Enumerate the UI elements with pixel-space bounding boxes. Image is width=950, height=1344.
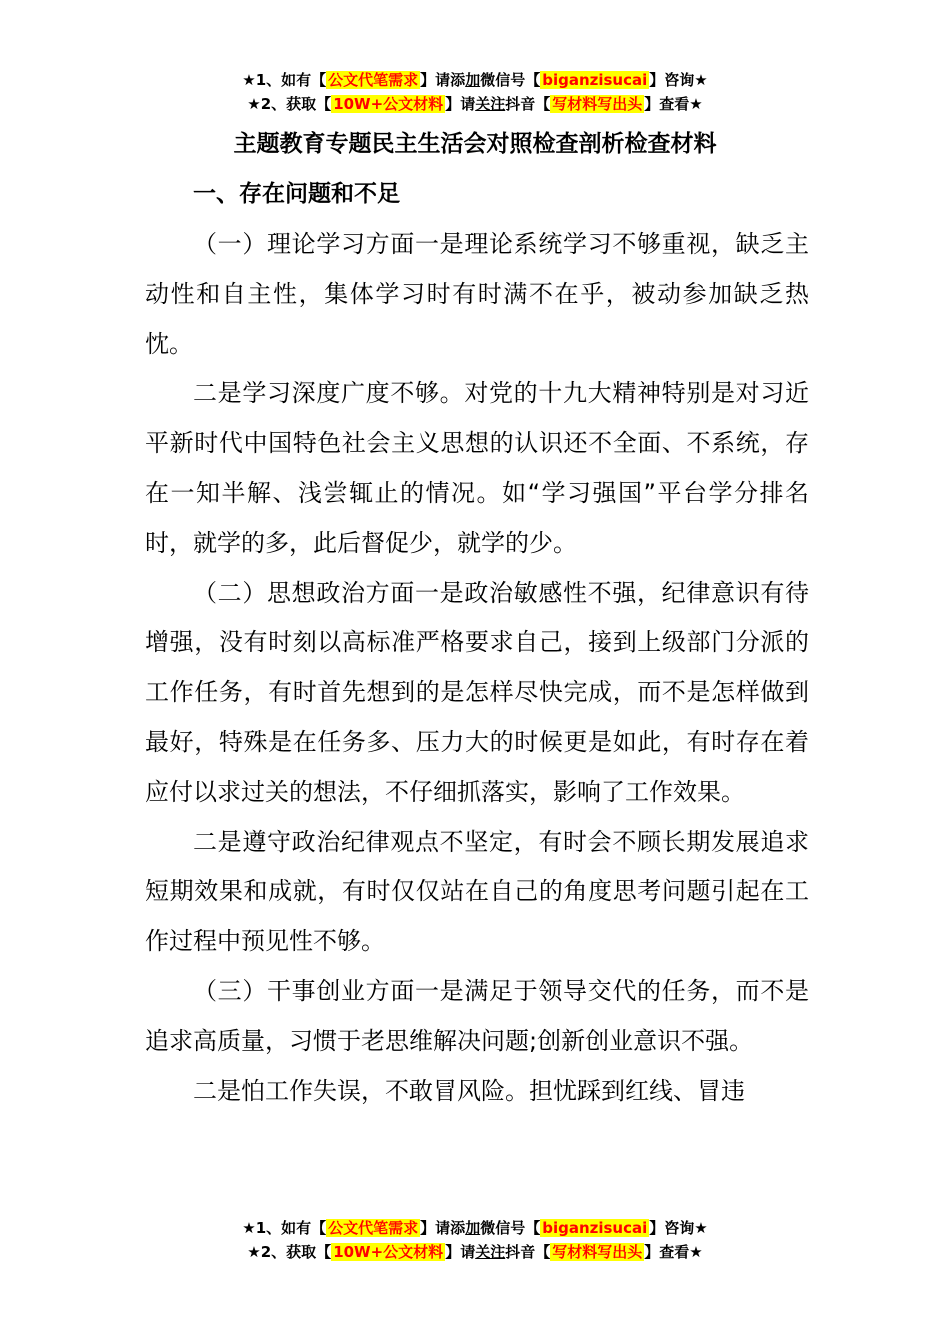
promo-highlight: biganzisucai [542,1219,648,1237]
promo-line-2: ★2、获取【 10W+公文材料 】请关注抖音【 写材料写出头 】查看★ [247,95,703,113]
promo-line-2: ★2、获取【 10W+公文材料 】请关注抖音【 写材料写出头 】查看★ [247,1243,703,1261]
promo-highlight: biganzisucai [542,71,648,89]
section-heading: 一、存在问题和不足 [193,181,400,207]
promo-highlight: 10W+公文材料 [333,95,444,113]
promo-emphasis: 加 [465,1219,481,1237]
promo-emphasis: 关注 [475,95,506,113]
body-paragraph: 二是怕工作失误，不敢冒风险。担忧踩到红线、冒违 [193,1076,745,1105]
body-paragraph: 二是遵守政治纪律观点不坚定，有时会不顾长期发展追求短期效果和成就，有时仅仅站在自己的角度思考问题引起在工作过程中预见性不够。 [145,827,809,956]
document-title: 主题教育专题民主生活会对照检查剖析检查材料 [233,131,717,157]
promo-line-1: ★1、如有【 公文代笔需求 】请添加微信号【 biganzisucai 】咨询★ [242,1219,708,1237]
promo-emphasis: 加 [465,71,481,89]
promo-line-1: ★1、如有【 公文代笔需求 】请添加微信号【 biganzisucai 】咨询★ [242,71,708,89]
promo-emphasis: 关注 [475,1243,506,1261]
promo-highlight: 公文代笔需求 [328,1219,419,1237]
body-paragraph: （二）思想政治方面一是政治敏感性不强，纪律意识有待增强，没有时刻以高标准严格要求自己，接到上级部门分派的工作任务，有时首先想到的是怎样尽快完成，而不是怎样做到最好，特殊是在任务多、压力大的时候更是如此，有时存在着应付以求过关的想法，不仔细抓落实，影响了工作效果。 [145,578,809,806]
promo-highlight: 公文代笔需求 [328,71,419,89]
promo-highlight: 10W+公文材料 [333,1243,444,1261]
header-promo-banner [0,68,950,116]
promo-highlight: 写材料写出头 [552,95,643,113]
document-body [145,220,809,1116]
body-paragraph: （一）理论学习方面一是理论系统学习不够重视，缺乏主动性和自主性，集体学习时有时满不在乎，被动参加缺乏热忱。 [145,230,809,358]
promo-highlight: 写材料写出头 [552,1243,643,1261]
body-paragraph: 二是学习深度广度不够。对党的十九大精神特别是对习近平新时代中国特色社会主义思想的认识还不全面、不系统，存在一知半解、浅尝辄止的情况。如“学习强国”平台学分排名时，就学的多，此后督促少，就学的少。 [145,379,809,557]
footer-promo-banner [0,1216,950,1264]
body-paragraph: （三）干事创业方面一是满足于领导交代的任务，而不是追求高质量，习惯于老思维解决问题;创新创业意识不强。 [145,976,809,1055]
